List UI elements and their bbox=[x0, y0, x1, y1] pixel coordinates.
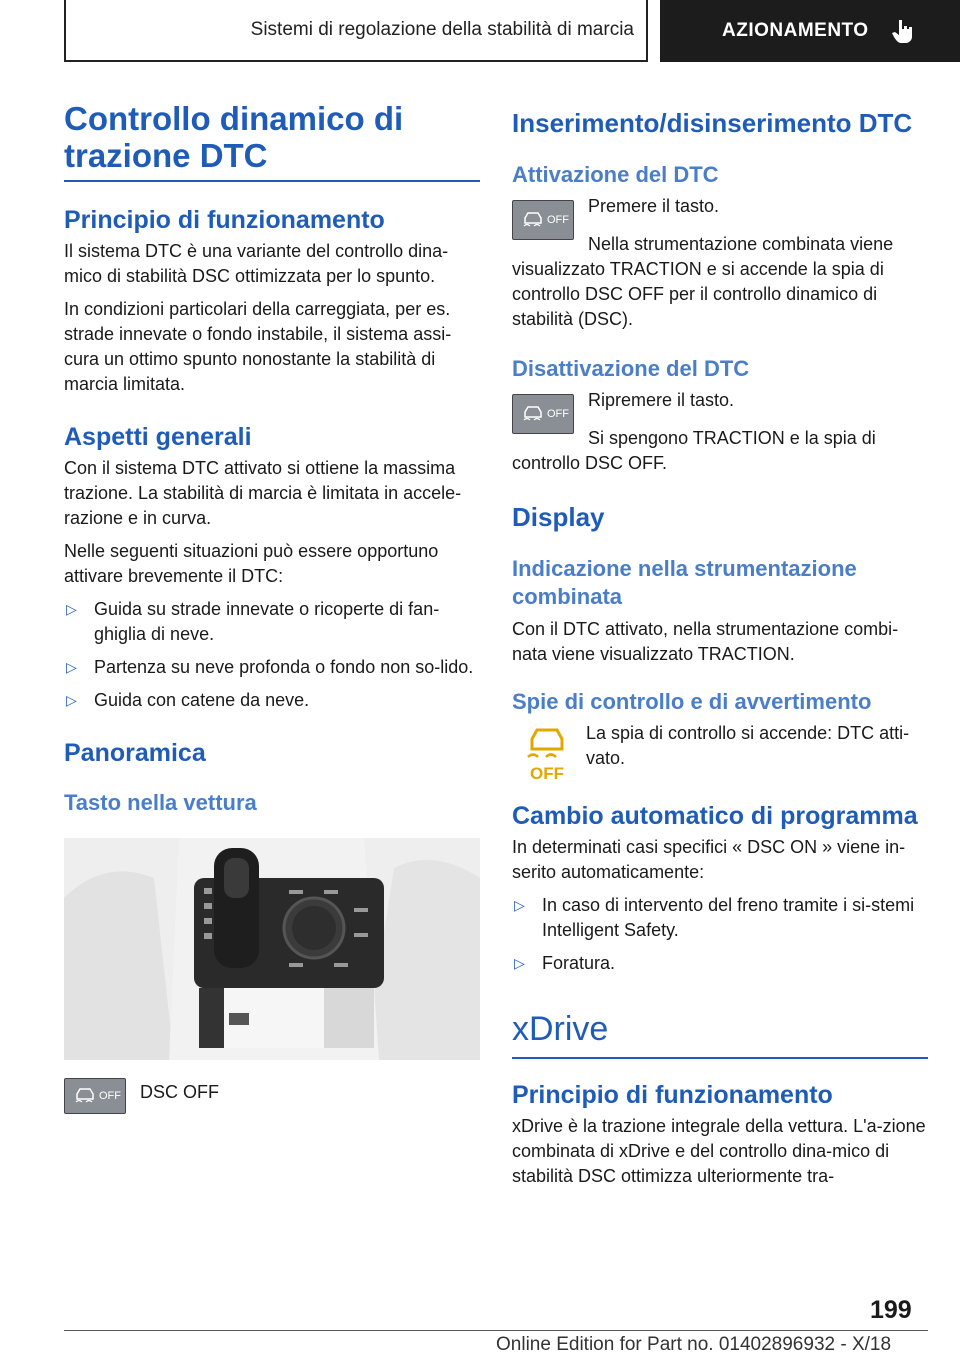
svg-text:OFF: OFF bbox=[530, 764, 564, 783]
auto-list bbox=[512, 893, 928, 976]
triangle-bullet-icon: ▷ bbox=[66, 692, 77, 708]
triangle-bullet-icon: ▷ bbox=[66, 601, 77, 617]
deactivate-text: Si spengono TRACTION e la spia di controllo DSC OFF. bbox=[512, 428, 876, 473]
list-item: ▷ Guida su strade innevate o ricoperte di fan-ghiglia di neve. bbox=[66, 599, 440, 644]
warning-light-row bbox=[512, 721, 928, 785]
footer-divider bbox=[64, 1330, 928, 1331]
deactivate-heading: Disattivazione del DTC bbox=[512, 356, 750, 381]
activate-text: Nella strumentazione combinata viene visualizzato TRACTION e si accende la spia di controllo DSC OFF per il controllo dinamico di stabilità (DSC). bbox=[512, 234, 894, 329]
hand-pointer-icon bbox=[891, 18, 915, 44]
activate-heading: Attivazione del DTC bbox=[512, 162, 719, 187]
left-column bbox=[64, 100, 480, 1118]
general-text-1: Con il sistema DTC attivato si ottiene la massima trazione. La stabilità di marcia è limitata in accele-razione e in curva. bbox=[64, 458, 462, 528]
console-illustration bbox=[64, 838, 480, 1060]
cluster-text: Con il DTC attivato, nella strumentazione combi-nata viene visualizzato TRACTION. bbox=[512, 619, 899, 664]
dsc-off-button-row bbox=[64, 1076, 480, 1114]
car-skid-icon bbox=[74, 1087, 96, 1105]
situation-list bbox=[64, 597, 480, 713]
general-text-2: Nelle seguenti situazioni può essere opportuno attivare brevemente il DTC: bbox=[64, 541, 439, 586]
auto-heading: Cambio automatico di programma bbox=[512, 802, 918, 830]
section-title: Sistemi di regolazione della stabilità di marcia bbox=[250, 19, 634, 40]
list-item: ▷ Partenza su neve profonda o fondo non so-lido. bbox=[64, 655, 480, 680]
chapter-tab bbox=[660, 0, 960, 62]
xdrive-principle-heading: Principio di funzionamento bbox=[512, 1081, 833, 1109]
activate-step: Premere il tasto. bbox=[588, 196, 720, 216]
running-header bbox=[64, 0, 648, 62]
dsc-off-button-icon: OFF bbox=[64, 1078, 126, 1114]
principle-text-2: In condizioni particolari della carreggiata, per es. strade innevate o fondo instabile, il sistema assi-cura un ottimo spunto nonostante la stabilità di marcia limitata. bbox=[64, 299, 452, 394]
principle-text-1: Il sistema DTC è una variante del controllo dina-mico di stabilità DSC ottimizzata per lo spunto. bbox=[64, 241, 449, 286]
xdrive-text: xDrive è la trazione integrale della vettura. L'a-zione combinata di xDrive e del controllo dina-mico di stabilità DSC ottimizza ulteriormente tra- bbox=[512, 1116, 926, 1186]
car-skid-icon bbox=[522, 211, 544, 229]
xdrive-title: xDrive bbox=[512, 1010, 928, 1059]
general-heading: Aspetti generali bbox=[64, 423, 252, 451]
lights-text: La spia di controllo si accende: DTC atti-vato. bbox=[586, 723, 910, 768]
overview-heading: Panoramica bbox=[64, 739, 206, 767]
on-off-title: Inserimento/disinserimento DTC bbox=[512, 108, 913, 138]
dsc-off-button-icon: OFF bbox=[512, 394, 574, 434]
list-item: ▷ Guida con catene da neve. bbox=[64, 688, 480, 713]
chapter-title: AZIONAMENTO bbox=[722, 20, 869, 41]
car-skid-icon bbox=[522, 405, 544, 423]
cluster-heading: Indicazione nella strumentazione combinata bbox=[512, 556, 857, 609]
main-title: Controllo dinamico di trazione DTC bbox=[64, 100, 480, 182]
dsc-off-warning-icon bbox=[520, 725, 574, 785]
display-heading: Display bbox=[512, 502, 605, 532]
list-item: ▷ In caso di intervento del freno tramite i si-stemi Intelligent Safety. bbox=[514, 895, 915, 940]
triangle-bullet-icon: ▷ bbox=[514, 897, 525, 913]
list-item: ▷ Foratura. bbox=[512, 951, 928, 976]
triangle-bullet-icon: ▷ bbox=[514, 955, 525, 971]
button-heading: Tasto nella vettura bbox=[64, 790, 257, 815]
deactivate-step: Ripremere il tasto. bbox=[588, 390, 735, 410]
edition-footer: Online Edition for Part no. 01402896932 - X/18 bbox=[496, 1334, 892, 1355]
dsc-off-button-icon: OFF bbox=[512, 200, 574, 240]
button-caption: DSC OFF bbox=[140, 1082, 219, 1102]
auto-text: In determinati casi specifici « DSC ON » viene in-serito automaticamente: bbox=[512, 837, 906, 882]
triangle-bullet-icon: ▷ bbox=[66, 659, 77, 675]
principle-heading: Principio di funzionamento bbox=[64, 206, 385, 234]
center-console-photo bbox=[64, 838, 480, 1060]
page-number: 199 bbox=[870, 1296, 912, 1324]
right-column bbox=[512, 100, 928, 1197]
lights-heading: Spie di controllo e di avvertimento bbox=[512, 689, 872, 714]
